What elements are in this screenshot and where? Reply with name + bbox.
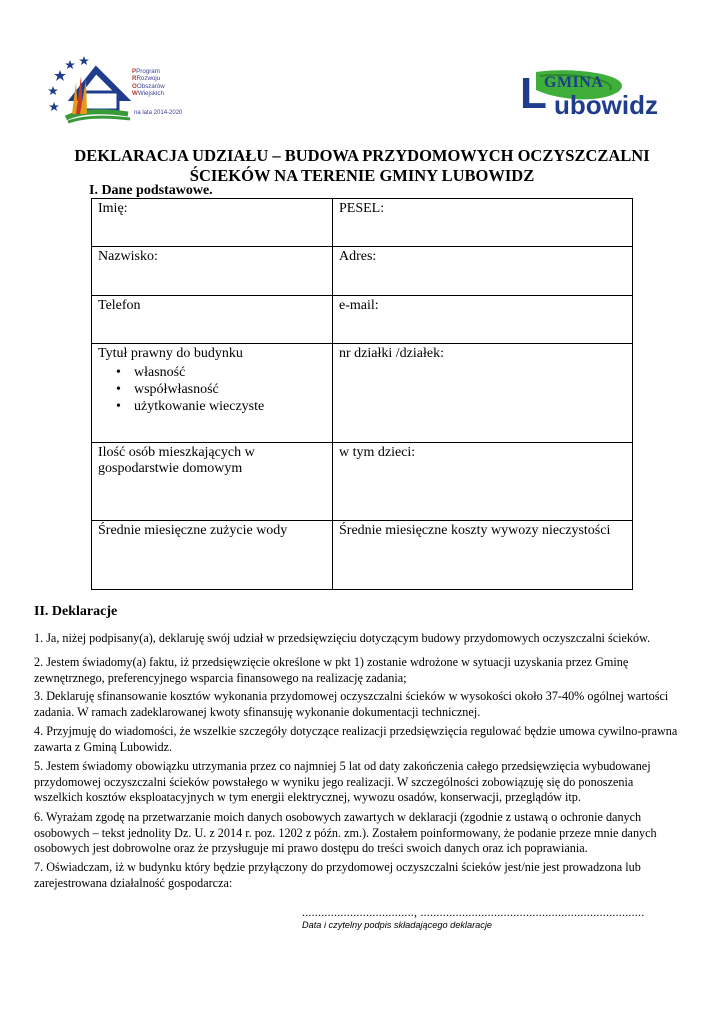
address-field[interactable]: Adres: xyxy=(333,247,633,296)
table-row xyxy=(92,344,633,443)
section2-heading: II. Deklaracje xyxy=(34,604,118,619)
pesel-field[interactable]: PESEL: xyxy=(333,199,633,247)
last-name-field[interactable]: Nazwisko: xyxy=(92,247,333,296)
declaration-item: 5. Jestem świadomy obowiązku utrzymania przez co najmniej 5 lat od daty zakończenia całego przedsięwzięcia wybudowanej przydomowej oczyszczalni ścieków powstałego w wyniku jego realizacji. W szczególności zobowiązuję się do ponoszenia wszelkich kosztów eksploatacyjnych w tym energii elektrycznej, wywozu osadów, konserwacji, przeglądów itp. xyxy=(34,759,651,804)
signature-caption: Data i czytelny podpis składającego deklaracje xyxy=(302,920,492,930)
list-item[interactable]: • użytkowanie wieczyste xyxy=(134,398,326,415)
ownership-options xyxy=(98,364,326,415)
document-title-line2: ŚCIEKÓW NA TERENIE GMINY LUBOWIDZ xyxy=(189,166,535,185)
list-item[interactable]: • własność xyxy=(134,364,326,381)
list-item[interactable]: • współwłasność xyxy=(134,381,326,398)
children-count-field[interactable]: w tym dzieci: xyxy=(333,443,633,521)
prow-logo xyxy=(46,52,186,124)
table-row xyxy=(92,443,633,521)
declaration-item: 6. Wyrażam zgodę na przetwarzanie moich danych osobowych zawartych w deklaracji (zgodnie z ustawą o ochronie danych osobowych – tekst jednolity Dz. U. z 2014 r. poz. 1202 z późn. zm.). Zostałem poinformowany, że podanie przeze mnie danych osobowych jest dobrowolne oraz że przysługuje mi prawo dostępu do treści swoich danych oraz ich poprawiania. xyxy=(34,810,657,855)
prow-emblem-icon xyxy=(46,52,136,124)
water-usage-field[interactable]: Średnie miesięczne zużycie wody xyxy=(92,521,333,590)
gmina-word: GMINA xyxy=(544,74,604,91)
table-row xyxy=(92,247,633,296)
program-name: PProgram RRozwoju OObszarów WWiejskich xyxy=(132,68,165,98)
gmina-lubowidz-logo xyxy=(518,70,664,124)
table-row xyxy=(92,199,633,247)
table-row xyxy=(92,296,633,344)
residents-count-field[interactable]: Ilość osób mieszkających w gospodarstwie domowym xyxy=(92,443,333,521)
document-title-line1: DEKLARACJA UDZIAŁU – BUDOWA PRZYDOMOWYCH OCZYSZCZALNI xyxy=(74,146,650,165)
declaration-item: 1. Ja, niżej podpisany(a), deklaruję swój udział w przedsięwzięciu dotyczącym budowy przydomowych oczyszczalni ścieków. xyxy=(34,631,651,645)
plot-number-field[interactable]: nr działki /działek: xyxy=(333,344,633,443)
declaration-item: 4. Przyjmuję do wiadomości, że wszelkie szczegóły dotyczące realizacji przedsięwzięcia regulować będzie umowa cywilno-prawna zawarta z Gminą Lubowidz. xyxy=(34,724,678,754)
lubowidz-word: ubowidz xyxy=(554,90,658,120)
waste-costs-field[interactable]: Średnie miesięczne koszty wywozy nieczystości xyxy=(333,521,633,590)
basic-data-table xyxy=(91,198,633,590)
declaration-item: 7. Oświadczam, iż w budynku który będzie przyłączony do przydomowej oczyszczalni ścieków jest/nie jest prowadzona lub zarejestrowana działalność gospodarcza: xyxy=(34,860,641,890)
program-years: na lata 2014-2020 xyxy=(134,110,183,116)
email-field[interactable]: e-mail: xyxy=(333,296,633,344)
phone-field[interactable]: Telefon xyxy=(92,296,333,344)
first-name-field[interactable]: Imię: xyxy=(92,199,333,247)
signature-line[interactable]: ..................................., ...................................................................... xyxy=(302,905,645,919)
declaration-item: 3. Deklaruję sfinansowanie kosztów wykonania przydomowej oczyszczalni ścieków w wysokości około 37-40% ogólnej wartości zadania. W ramach zadeklarowanej kwoty sfinansuję wykonanie dokumentacji technicznej. xyxy=(34,689,669,719)
table-row xyxy=(92,521,633,590)
legal-title-field[interactable]: Tytuł prawny do budynku • własność • współwłasność • użytkowanie wieczyste xyxy=(92,344,333,443)
declaration-item: 2. Jestem świadomy(a) faktu, iż przedsięwzięcie określone w pkt 1) zostanie wdrożone w sytuacji uzyskania przez Gminę zewnętrznego, preferencyjnego wsparcia finansowego na realizację zadania; xyxy=(34,655,629,685)
section1-heading: I. Dane podstawowe. xyxy=(89,183,213,198)
lubowidz-initial: L xyxy=(520,69,547,118)
